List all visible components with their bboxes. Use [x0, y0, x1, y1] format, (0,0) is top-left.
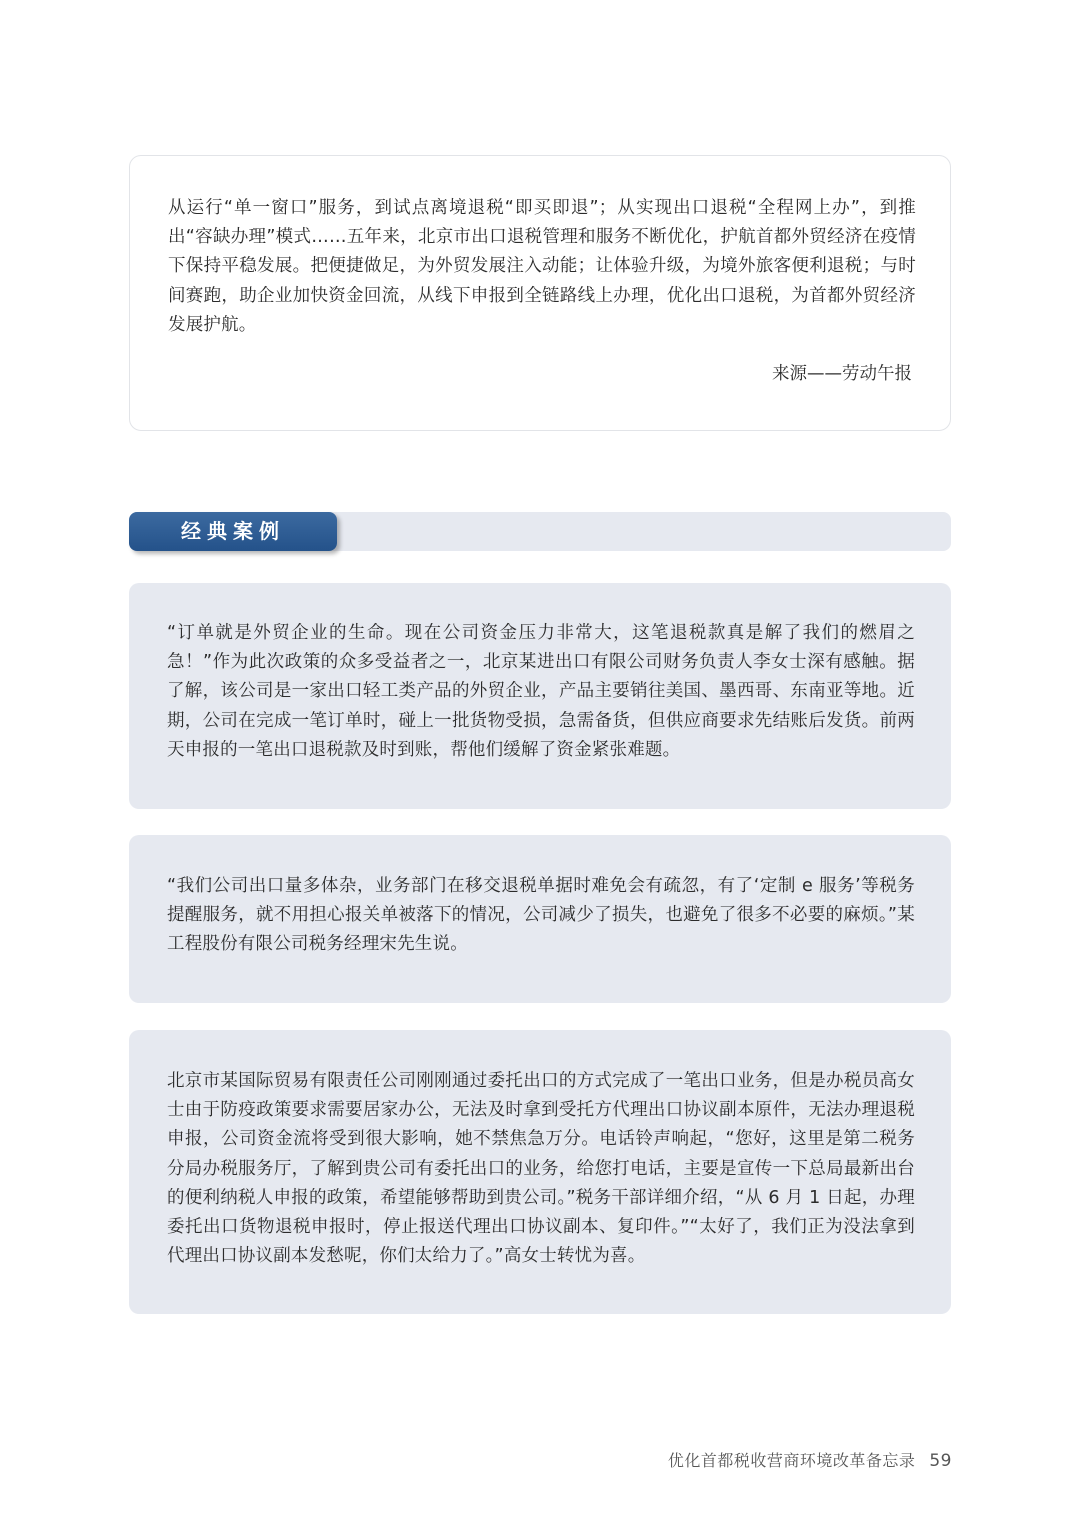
quote-text: 从运行“单一窗口”服务，到试点离境退税“即买即退”；从实现出口退税“全程网上办”，到推出“容缺办理”模式……五年来，北京市出口退税管理和服务不断优化，护航首都外贸经济在疫情下保持平稳发展。把便捷做足，为外贸发展注入动能；让体验升级，为境外旅客便利退税；与时间赛跑，助企业加快资金回流，从线下申报到全链路线上办理，优化出口退税，为首都外贸经济发展护航。 [168, 198, 916, 335]
quote-source: 来源——劳动午报 [772, 364, 912, 384]
case-box-1 [129, 583, 951, 809]
quote-box [129, 155, 951, 431]
section-title: 经典案例 [129, 512, 337, 551]
case-text-3: 北京市某国际贸易有限责任公司刚刚通过委托出口的方式完成了一笔出口业务，但是办税员高女士由于防疫政策要求需要居家办公，无法及时拿到受托方代理出口协议副本原件，无法办理退税申报，公司资金流将受到很大影响，她不禁焦急万分。电话铃声响起，“您好，这里是第二税务分局办税服务厅，了解到贵公司有委托出口的业务，给您打电话，主要是宣传一下总局最新出台的便利纳税人申报的政策，希望能够帮助到贵公司。”税务干部详细介绍，“从 6 月 1 日起，办理委托出口货物退税申报时，停止报送代理出口协议副本、复印件。”“太好了，我们正为没法拿到代理出口协议副本发愁呢，你们太给力了。”高女士转忧为喜。 [167, 1071, 915, 1267]
page-number: 59 [929, 1451, 952, 1471]
page-footer [668, 1448, 952, 1471]
section-header-bar [129, 512, 951, 551]
case-text-1: “订单就是外贸企业的生命。现在公司资金压力非常大，这笔退税款真是解了我们的燃眉之急！”作为此次政策的众多受益者之一，北京某进出口有限公司财务负责人李女士深有感触。据了解，该公司是一家出口轻工类产品的外贸企业，产品主要销往美国、墨西哥、东南亚等地。近期，公司在完成一笔订单时，碰上一批货物受损，急需备货，但供应商要求先结账后发货。前两天申报的一笔出口退税款及时到账，帮他们缓解了资金紧张难题。 [167, 623, 915, 760]
case-text-2: “我们公司出口量多体杂，业务部门在移交退税单据时难免会有疏忽，有了‘定制 e 服务’等税务提醒服务，就不用担心报关单被落下的情况，公司减少了损失，也避免了很多不必要的麻烦。”某工程股份有限公司税务经理宋先生说。 [167, 876, 915, 955]
case-box-2 [129, 835, 951, 1003]
footer-title: 优化首都税收营商环境改革备忘录 [667, 1451, 916, 1470]
case-box-3 [129, 1030, 951, 1314]
